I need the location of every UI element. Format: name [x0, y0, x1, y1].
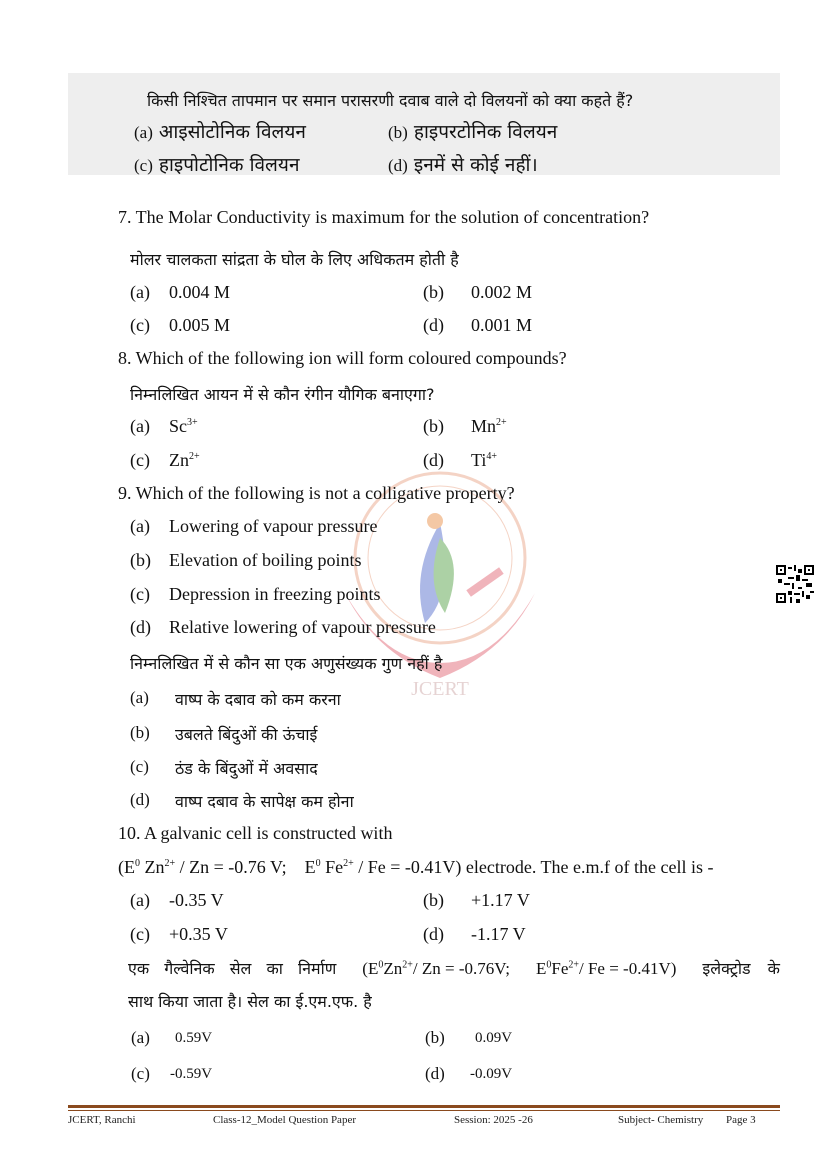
- q8-hindi: निम्नलिखित आयन में से कौन रंगीन यौगिक बनाएगा?: [130, 385, 435, 404]
- q8-option-b: (b) $Mn^{2+}$: [423, 416, 507, 436]
- footer-rule-thin: [68, 1110, 780, 1111]
- q9-hindi-option-c: (c) ठंड के बिंदुओं में अवसाद: [130, 757, 318, 778]
- previous-question-hindi: किसी निश्चित तापमान पर समान परासरणी दवाब वाले दो विलयनों को क्या कहते हैं?: [147, 91, 634, 110]
- q9-hindi-option-b: (b) उबलते बिंदुओं की ऊंचाई: [130, 723, 318, 744]
- q7-option-c: (c) 0.005 M: [130, 315, 231, 335]
- q9-hindi-option-a: (a) वाष्प के दबाव को कम करना: [130, 688, 341, 709]
- previous-option-b: (b) हाइपरटोनिक विलयन: [388, 121, 558, 143]
- footer-rule-thick: [68, 1105, 780, 1108]
- q9-option-a: (a) Lowering of vapour pressure: [130, 516, 378, 536]
- q7-hindi: मोलर चालकता सांद्रता के घोल के लिए अधिकतम होती है: [130, 250, 459, 269]
- q8-option-d: (d) $Ti^{4+}$: [423, 450, 498, 470]
- qr-code-icon[interactable]: [776, 565, 814, 603]
- q9-option-b: (b) Elevation of boiling points: [130, 550, 362, 570]
- q10-hindi-option-b: (b) 0.09V: [425, 1028, 513, 1047]
- logo-text: JCERT: [411, 678, 469, 700]
- q10-hindi-line1: एक गैल्वेनिक सेल का निर्माण ($E^0Zn^{2+}/$ Zn = -0.76V; $E^0Fe^{2+}/$ Fe = -0.41V) इलेक्ट्रोड के: [128, 959, 780, 978]
- footer-subject: Subject- Chemistry: [618, 1114, 704, 1126]
- q9-option-d: (d) Relative lowering of vapour pressure: [130, 617, 436, 637]
- previous-option-d: (d) इनमें से कोई नहीं।: [388, 154, 538, 176]
- logo-pencil: [466, 567, 503, 596]
- q7-option-b: (b) 0.002 M: [423, 282, 533, 302]
- footer-page-number: Page 3: [726, 1114, 756, 1126]
- q10-question: 10. A galvanic cell is constructed with: [118, 823, 393, 843]
- q10-option-d: (d) -1.17 V: [423, 924, 526, 944]
- footer-session: Session: 2025 -26: [454, 1114, 533, 1126]
- q10-hindi-option-c: (c) -0.59V: [131, 1064, 213, 1083]
- q9-hindi: निम्नलिखित में से कौन सा एक अणुसंख्यक गुण नहीं है: [130, 654, 443, 673]
- footer-org: JCERT, Ranchi: [68, 1114, 136, 1126]
- footer-paper: Class-12_Model Question Paper: [213, 1114, 356, 1126]
- q10-equation: ($E^0$ $Zn^{2+} / Zn = -0.76$ V; $E^0$ $Fe^{2+} / Fe = -0.41V$) electrode. The e.m.f of the cell is -: [118, 857, 714, 877]
- q8-option-c: (c) $Zn^{2+}$: [130, 450, 200, 470]
- q10-option-c: (c) +0.35 V: [130, 924, 228, 944]
- q7-option-d: (d) 0.001 M: [423, 315, 533, 335]
- q9-option-c: (c) Depression in freezing points: [130, 584, 381, 604]
- previous-option-a: (a) आइसोटोनिक विलयन: [134, 121, 306, 143]
- q7-option-a: (a) 0.004 M: [130, 282, 231, 302]
- q8-option-a: (a) $Sc^{3+}$: [130, 416, 198, 436]
- logo-orange-head: [427, 513, 443, 529]
- q10-option-b: (b) +1.17 V: [423, 890, 530, 910]
- q10-hindi-line2: साथ किया जाता है। सेल का ई.एम.एफ. है: [128, 992, 372, 1011]
- previous-option-c: (c) हाइपोटोनिक विलयन: [134, 154, 300, 176]
- q8-question: 8. Which of the following ion will form coloured compounds?: [118, 348, 567, 368]
- q9-hindi-option-d: (d) वाष्प दबाव के सापेक्ष कम होना: [130, 790, 354, 811]
- q10-hindi-option-d: (d) -0.09V: [425, 1064, 513, 1083]
- q10-hindi-option-a: (a) 0.59V: [131, 1028, 213, 1047]
- q7-question: 7. The Molar Conductivity is maximum for the solution of concentration?: [118, 207, 650, 227]
- q10-option-a: (a) -0.35 V: [130, 890, 224, 910]
- q9-question: 9. Which of the following is not a colligative property?: [118, 483, 515, 503]
